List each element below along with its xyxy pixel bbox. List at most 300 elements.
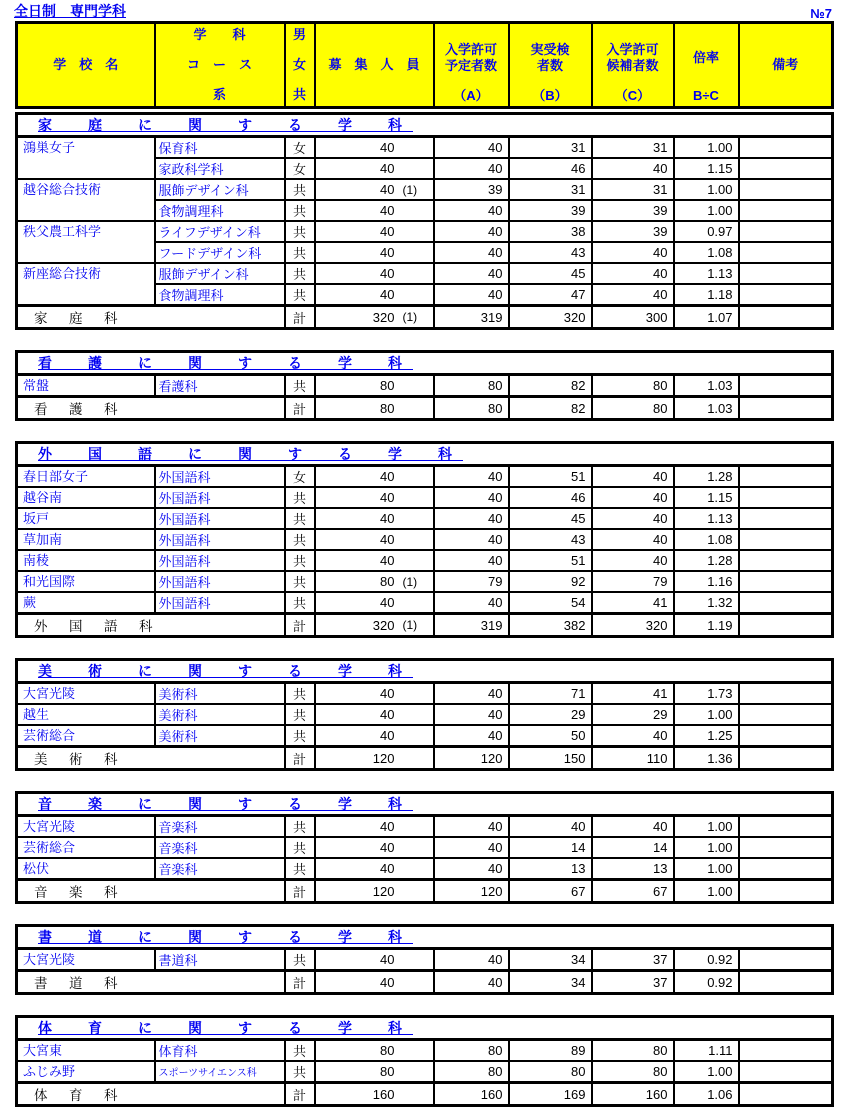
gender-cell: 共 (285, 571, 315, 592)
remarks-cell (739, 592, 833, 614)
planned-admissions-cell: 40 (434, 137, 509, 159)
school-name-cell: 和光国際 (17, 571, 155, 592)
planned-admissions-cell: 40 (434, 592, 509, 614)
candidates-cell: 40 (592, 466, 674, 488)
remarks-cell (739, 487, 833, 508)
header-gender-coed: 共 (292, 87, 306, 102)
ratio-cell: 1.03 (674, 375, 739, 397)
header-department-line1: 学 科 (193, 27, 246, 42)
capacity-note: (1) (402, 182, 418, 197)
gender-cell: 共 (285, 263, 315, 284)
remarks-cell (739, 158, 833, 179)
capacity-cell (315, 725, 434, 747)
department-cell: 音楽科 (155, 858, 285, 880)
school-name-cell: 大宮東 (17, 1040, 155, 1062)
capacity-value: 40 (380, 287, 395, 302)
candidates-cell: 80 (592, 397, 674, 420)
ratio-cell: 1.00 (674, 816, 739, 838)
gender-cell: 女 (285, 466, 315, 488)
capacity-wrap (316, 310, 433, 325)
capacity-wrap (316, 182, 433, 197)
gender-cell: 共 (285, 683, 315, 705)
candidates-cell: 160 (592, 1083, 674, 1106)
capacity-wrap (316, 203, 433, 218)
ratio-cell: 1.06 (674, 1083, 739, 1106)
section-total-row (17, 614, 833, 637)
capacity-value: 40 (380, 469, 395, 484)
capacity-wrap (316, 490, 433, 505)
capacity-cell (315, 880, 434, 903)
capacity-wrap (316, 287, 433, 302)
candidates-cell: 40 (592, 487, 674, 508)
examinees-cell: 13 (509, 858, 592, 880)
department-cell: 音楽科 (155, 816, 285, 838)
header-gender (285, 23, 315, 108)
ratio-cell: 1.73 (674, 683, 739, 705)
capacity-value: 40 (380, 490, 395, 505)
header-examinees (509, 23, 592, 108)
capacity-wrap (316, 707, 433, 722)
remarks-cell (739, 747, 833, 770)
section-band-title: 家 庭 に 関 す る 学 科 (38, 117, 413, 133)
capacity-value: 40 (380, 707, 395, 722)
school-name-cell: 大宮光陵 (17, 949, 155, 971)
remarks-cell (739, 1040, 833, 1062)
department-cell: 音楽科 (155, 837, 285, 858)
capacity-value: 320 (372, 309, 395, 325)
planned-admissions-cell: 120 (434, 747, 509, 770)
table-row (17, 1040, 833, 1062)
ratio-cell: 1.28 (674, 466, 739, 488)
section-band-row (17, 793, 833, 816)
capacity-cell (315, 508, 434, 529)
capacity-cell (315, 284, 434, 306)
capacity-value: 40 (380, 974, 395, 990)
department-cell: 保育科 (155, 137, 285, 159)
section-band-row (17, 926, 833, 949)
school-name-cell: 鴻巣女子 (17, 137, 155, 180)
remarks-cell (739, 1061, 833, 1083)
section-music (15, 791, 833, 904)
gender-cell: 共 (285, 284, 315, 306)
ratio-cell: 1.00 (674, 179, 739, 200)
page-number: №7 (810, 6, 832, 21)
header-examinees-line2: 者数 (536, 57, 563, 73)
capacity-value: 40 (380, 595, 395, 610)
school-name-cell: 常盤 (17, 375, 155, 397)
capacity-cell (315, 1083, 434, 1106)
candidates-cell: 13 (592, 858, 674, 880)
capacity-cell (315, 137, 434, 159)
table-row (17, 816, 833, 838)
section-band (17, 352, 833, 375)
ratio-cell: 1.00 (674, 200, 739, 221)
capacity-value: 40 (380, 686, 395, 701)
capacity-wrap (316, 819, 433, 834)
candidates-cell: 40 (592, 284, 674, 306)
candidates-cell: 41 (592, 592, 674, 614)
table-row (17, 263, 833, 284)
planned-admissions-cell: 40 (434, 158, 509, 179)
capacity-cell (315, 592, 434, 614)
gender-cell: 共 (285, 529, 315, 550)
capacity-value: 40 (380, 553, 395, 568)
section-foreign-language (15, 441, 833, 638)
header-examinees-code: （B） (532, 88, 568, 103)
candidates-cell: 40 (592, 263, 674, 284)
section-band (17, 114, 833, 137)
planned-admissions-cell: 319 (434, 614, 509, 637)
table-row (17, 683, 833, 705)
capacity-wrap (316, 553, 433, 568)
school-name-cell: 越生 (17, 704, 155, 725)
planned-admissions-cell: 40 (434, 971, 509, 994)
ratio-cell: 1.00 (674, 880, 739, 903)
department-cell: 食物調理科 (155, 200, 285, 221)
section-band-title: 書 道 に 関 す る 学 科 (38, 929, 413, 945)
remarks-cell (739, 242, 833, 263)
header-capacity (315, 23, 434, 108)
candidates-cell: 31 (592, 137, 674, 159)
total-label-cell: 音 楽 科 (17, 880, 285, 903)
ratio-cell: 1.13 (674, 263, 739, 284)
table-row (17, 529, 833, 550)
gender-cell: 共 (285, 242, 315, 263)
table-row (17, 704, 833, 725)
candidates-cell: 40 (592, 158, 674, 179)
school-name-cell: 草加南 (17, 529, 155, 550)
table-row (17, 571, 833, 592)
header-row (17, 23, 833, 108)
capacity-value: 40 (380, 161, 395, 176)
department-cell: 外国語科 (155, 508, 285, 529)
capacity-cell (315, 200, 434, 221)
candidates-cell: 67 (592, 880, 674, 903)
ratio-cell: 1.18 (674, 284, 739, 306)
school-name-cell: 大宮光陵 (17, 683, 155, 705)
total-gender-cell: 計 (285, 880, 315, 903)
ratio-cell: 1.00 (674, 137, 739, 159)
candidates-cell: 31 (592, 179, 674, 200)
examinees-cell: 45 (509, 263, 592, 284)
planned-admissions-cell: 40 (434, 284, 509, 306)
section-calligraphy (15, 924, 833, 995)
remarks-cell (739, 880, 833, 903)
remarks-cell (739, 200, 833, 221)
department-cell: 外国語科 (155, 550, 285, 571)
capacity-value: 40 (380, 203, 395, 218)
capacity-value: 80 (380, 574, 395, 589)
content (15, 21, 833, 1107)
section-band (17, 660, 833, 683)
capacity-wrap (316, 884, 433, 899)
examinees-cell: 31 (509, 179, 592, 200)
examinees-cell: 46 (509, 158, 592, 179)
capacity-cell (315, 466, 434, 488)
ratio-cell: 1.28 (674, 550, 739, 571)
examinees-cell: 71 (509, 683, 592, 705)
capacity-cell (315, 158, 434, 179)
total-label-cell: 看 護 科 (17, 397, 285, 420)
remarks-cell (739, 397, 833, 420)
planned-admissions-cell: 40 (434, 704, 509, 725)
department-cell: 美術科 (155, 725, 285, 747)
planned-admissions-cell: 40 (434, 725, 509, 747)
ratio-cell: 1.16 (674, 571, 739, 592)
planned-admissions-cell: 120 (434, 880, 509, 903)
sections (15, 112, 833, 1107)
examinees-cell: 51 (509, 466, 592, 488)
school-name-cell: 蕨 (17, 592, 155, 614)
header-planned-admissions-line1: 入学許可 (444, 41, 497, 57)
ratio-cell: 1.07 (674, 306, 739, 329)
department-cell: 服飾デザイン科 (155, 263, 285, 284)
section-band (17, 443, 833, 466)
header-school-name (17, 23, 155, 108)
ratio-cell: 1.13 (674, 508, 739, 529)
school-name-cell: 芸術総合 (17, 725, 155, 747)
department-cell: 外国語科 (155, 571, 285, 592)
capacity-wrap (316, 1043, 433, 1058)
gender-cell: 共 (285, 816, 315, 838)
capacity-value: 80 (380, 378, 395, 393)
header-department-line3: 系 (212, 87, 226, 102)
examinees-cell: 34 (509, 949, 592, 971)
capacity-wrap (316, 840, 433, 855)
capacity-wrap (316, 1064, 433, 1079)
planned-admissions-cell: 40 (434, 837, 509, 858)
planned-admissions-cell: 40 (434, 242, 509, 263)
table-row (17, 375, 833, 397)
section-table-home-economics (15, 112, 834, 330)
candidates-cell: 40 (592, 529, 674, 550)
planned-admissions-cell: 80 (434, 397, 509, 420)
total-gender-cell: 計 (285, 971, 315, 994)
section-art (15, 658, 833, 771)
capacity-cell (315, 747, 434, 770)
planned-admissions-cell: 40 (434, 263, 509, 284)
planned-admissions-cell: 40 (434, 550, 509, 571)
capacity-value: 80 (380, 1043, 395, 1058)
school-name-cell: 新座総合技術 (17, 263, 155, 306)
examinees-cell: 14 (509, 837, 592, 858)
section-total-row (17, 880, 833, 903)
table-row (17, 137, 833, 159)
ratio-cell: 1.00 (674, 1061, 739, 1083)
page-title: 全日制 専門学科 (14, 3, 126, 19)
capacity-value: 40 (380, 140, 395, 155)
capacity-wrap (316, 686, 433, 701)
candidates-cell: 80 (592, 1061, 674, 1083)
ratio-cell: 1.19 (674, 614, 739, 637)
planned-admissions-cell: 80 (434, 375, 509, 397)
section-table-art (15, 658, 834, 771)
remarks-cell (739, 284, 833, 306)
capacity-wrap (316, 952, 433, 967)
examinees-cell: 89 (509, 1040, 592, 1062)
candidates-cell: 80 (592, 375, 674, 397)
department-cell: 外国語科 (155, 592, 285, 614)
section-total-row (17, 747, 833, 770)
capacity-cell (315, 397, 434, 420)
table-row (17, 949, 833, 971)
remarks-cell (739, 179, 833, 200)
capacity-wrap (316, 511, 433, 526)
section-band-row (17, 660, 833, 683)
ratio-cell: 1.36 (674, 747, 739, 770)
candidates-cell: 37 (592, 971, 674, 994)
school-name-cell: 秩父農工科学 (17, 221, 155, 263)
capacity-value: 120 (372, 750, 395, 766)
total-gender-cell: 計 (285, 397, 315, 420)
capacity-note: (1) (402, 618, 418, 632)
section-home-economics (15, 112, 833, 330)
gender-cell: 共 (285, 200, 315, 221)
remarks-cell (739, 683, 833, 705)
ratio-cell: 0.92 (674, 949, 739, 971)
column-header-table (15, 21, 834, 109)
capacity-wrap (316, 975, 433, 990)
gender-cell: 女 (285, 158, 315, 179)
table-row (17, 487, 833, 508)
section-physical-education (15, 1015, 833, 1107)
ratio-cell: 1.08 (674, 529, 739, 550)
capacity-wrap (316, 1087, 433, 1102)
section-band-title: 美 術 に 関 す る 学 科 (38, 663, 413, 679)
header-school-name-label: 学 校 名 (53, 57, 119, 72)
capacity-cell (315, 263, 434, 284)
capacity-cell (315, 704, 434, 725)
remarks-cell (739, 571, 833, 592)
capacity-cell (315, 487, 434, 508)
planned-admissions-cell: 40 (434, 466, 509, 488)
capacity-cell (315, 550, 434, 571)
table-row (17, 550, 833, 571)
section-band-title: 看 護 に 関 す る 学 科 (38, 355, 413, 371)
examinees-cell: 43 (509, 529, 592, 550)
ratio-cell: 1.15 (674, 487, 739, 508)
planned-admissions-cell: 80 (434, 1040, 509, 1062)
header-ratio (674, 23, 739, 108)
remarks-cell (739, 837, 833, 858)
gender-cell: 共 (285, 592, 315, 614)
capacity-cell (315, 375, 434, 397)
remarks-cell (739, 306, 833, 329)
capacity-wrap (316, 266, 433, 281)
ratio-cell: 1.08 (674, 242, 739, 263)
remarks-cell (739, 550, 833, 571)
school-name-cell: 坂戸 (17, 508, 155, 529)
remarks-cell (739, 466, 833, 488)
table-row (17, 1061, 833, 1083)
department-cell: 食物調理科 (155, 284, 285, 306)
capacity-wrap (316, 161, 433, 176)
gender-cell: 共 (285, 179, 315, 200)
header-department-line2: コ ー ス (186, 57, 252, 72)
capacity-note: (1) (402, 310, 418, 324)
table-row (17, 466, 833, 488)
remarks-cell (739, 704, 833, 725)
remarks-cell (739, 263, 833, 284)
gender-cell: 女 (285, 137, 315, 159)
capacity-cell (315, 971, 434, 994)
examinees-cell: 320 (509, 306, 592, 329)
remarks-cell (739, 137, 833, 159)
department-cell: 書道科 (155, 949, 285, 971)
ratio-cell: 1.00 (674, 704, 739, 725)
header-gender-female: 女 (292, 57, 306, 72)
capacity-value: 40 (380, 511, 395, 526)
capacity-cell (315, 1040, 434, 1062)
capacity-wrap (316, 224, 433, 239)
ratio-cell: 0.97 (674, 221, 739, 242)
candidates-cell: 40 (592, 550, 674, 571)
ratio-cell: 1.25 (674, 725, 739, 747)
planned-admissions-cell: 40 (434, 683, 509, 705)
header-candidates (592, 23, 674, 108)
header-planned-admissions-line2: 予定者数 (444, 57, 497, 73)
section-total-row (17, 306, 833, 329)
total-label-cell: 書 道 科 (17, 971, 285, 994)
header-ratio-formula: B÷C (693, 88, 719, 103)
capacity-wrap (316, 861, 433, 876)
remarks-cell (739, 375, 833, 397)
capacity-cell (315, 306, 434, 329)
section-band (17, 1017, 833, 1040)
examinees-cell: 47 (509, 284, 592, 306)
section-band (17, 793, 833, 816)
remarks-cell (739, 508, 833, 529)
table-row (17, 179, 833, 200)
planned-admissions-cell: 80 (434, 1061, 509, 1083)
candidates-cell: 80 (592, 1040, 674, 1062)
department-cell: 体育科 (155, 1040, 285, 1062)
capacity-wrap (316, 401, 433, 416)
section-total-row (17, 971, 833, 994)
remarks-cell (739, 858, 833, 880)
candidates-cell: 14 (592, 837, 674, 858)
gender-cell: 共 (285, 550, 315, 571)
capacity-cell (315, 949, 434, 971)
remarks-cell (739, 529, 833, 550)
candidates-cell: 29 (592, 704, 674, 725)
gender-cell: 共 (285, 704, 315, 725)
capacity-wrap (316, 469, 433, 484)
candidates-cell: 40 (592, 816, 674, 838)
examinees-cell: 43 (509, 242, 592, 263)
gender-cell: 共 (285, 221, 315, 242)
capacity-value: 40 (380, 182, 395, 197)
candidates-cell: 320 (592, 614, 674, 637)
department-cell: 外国語科 (155, 529, 285, 550)
gender-cell: 共 (285, 858, 315, 880)
topbar (0, 0, 844, 21)
department-cell: 美術科 (155, 704, 285, 725)
examinees-cell: 51 (509, 550, 592, 571)
examinees-cell: 50 (509, 725, 592, 747)
capacity-wrap (316, 751, 433, 766)
gender-cell: 共 (285, 1040, 315, 1062)
capacity-wrap (316, 378, 433, 393)
department-cell: スポーツサイエンス科 (155, 1061, 285, 1083)
examinees-cell: 82 (509, 397, 592, 420)
planned-admissions-cell: 40 (434, 508, 509, 529)
department-cell: 家政科学科 (155, 158, 285, 179)
remarks-cell (739, 816, 833, 838)
capacity-wrap (316, 595, 433, 610)
capacity-wrap (316, 532, 433, 547)
planned-admissions-cell: 40 (434, 200, 509, 221)
